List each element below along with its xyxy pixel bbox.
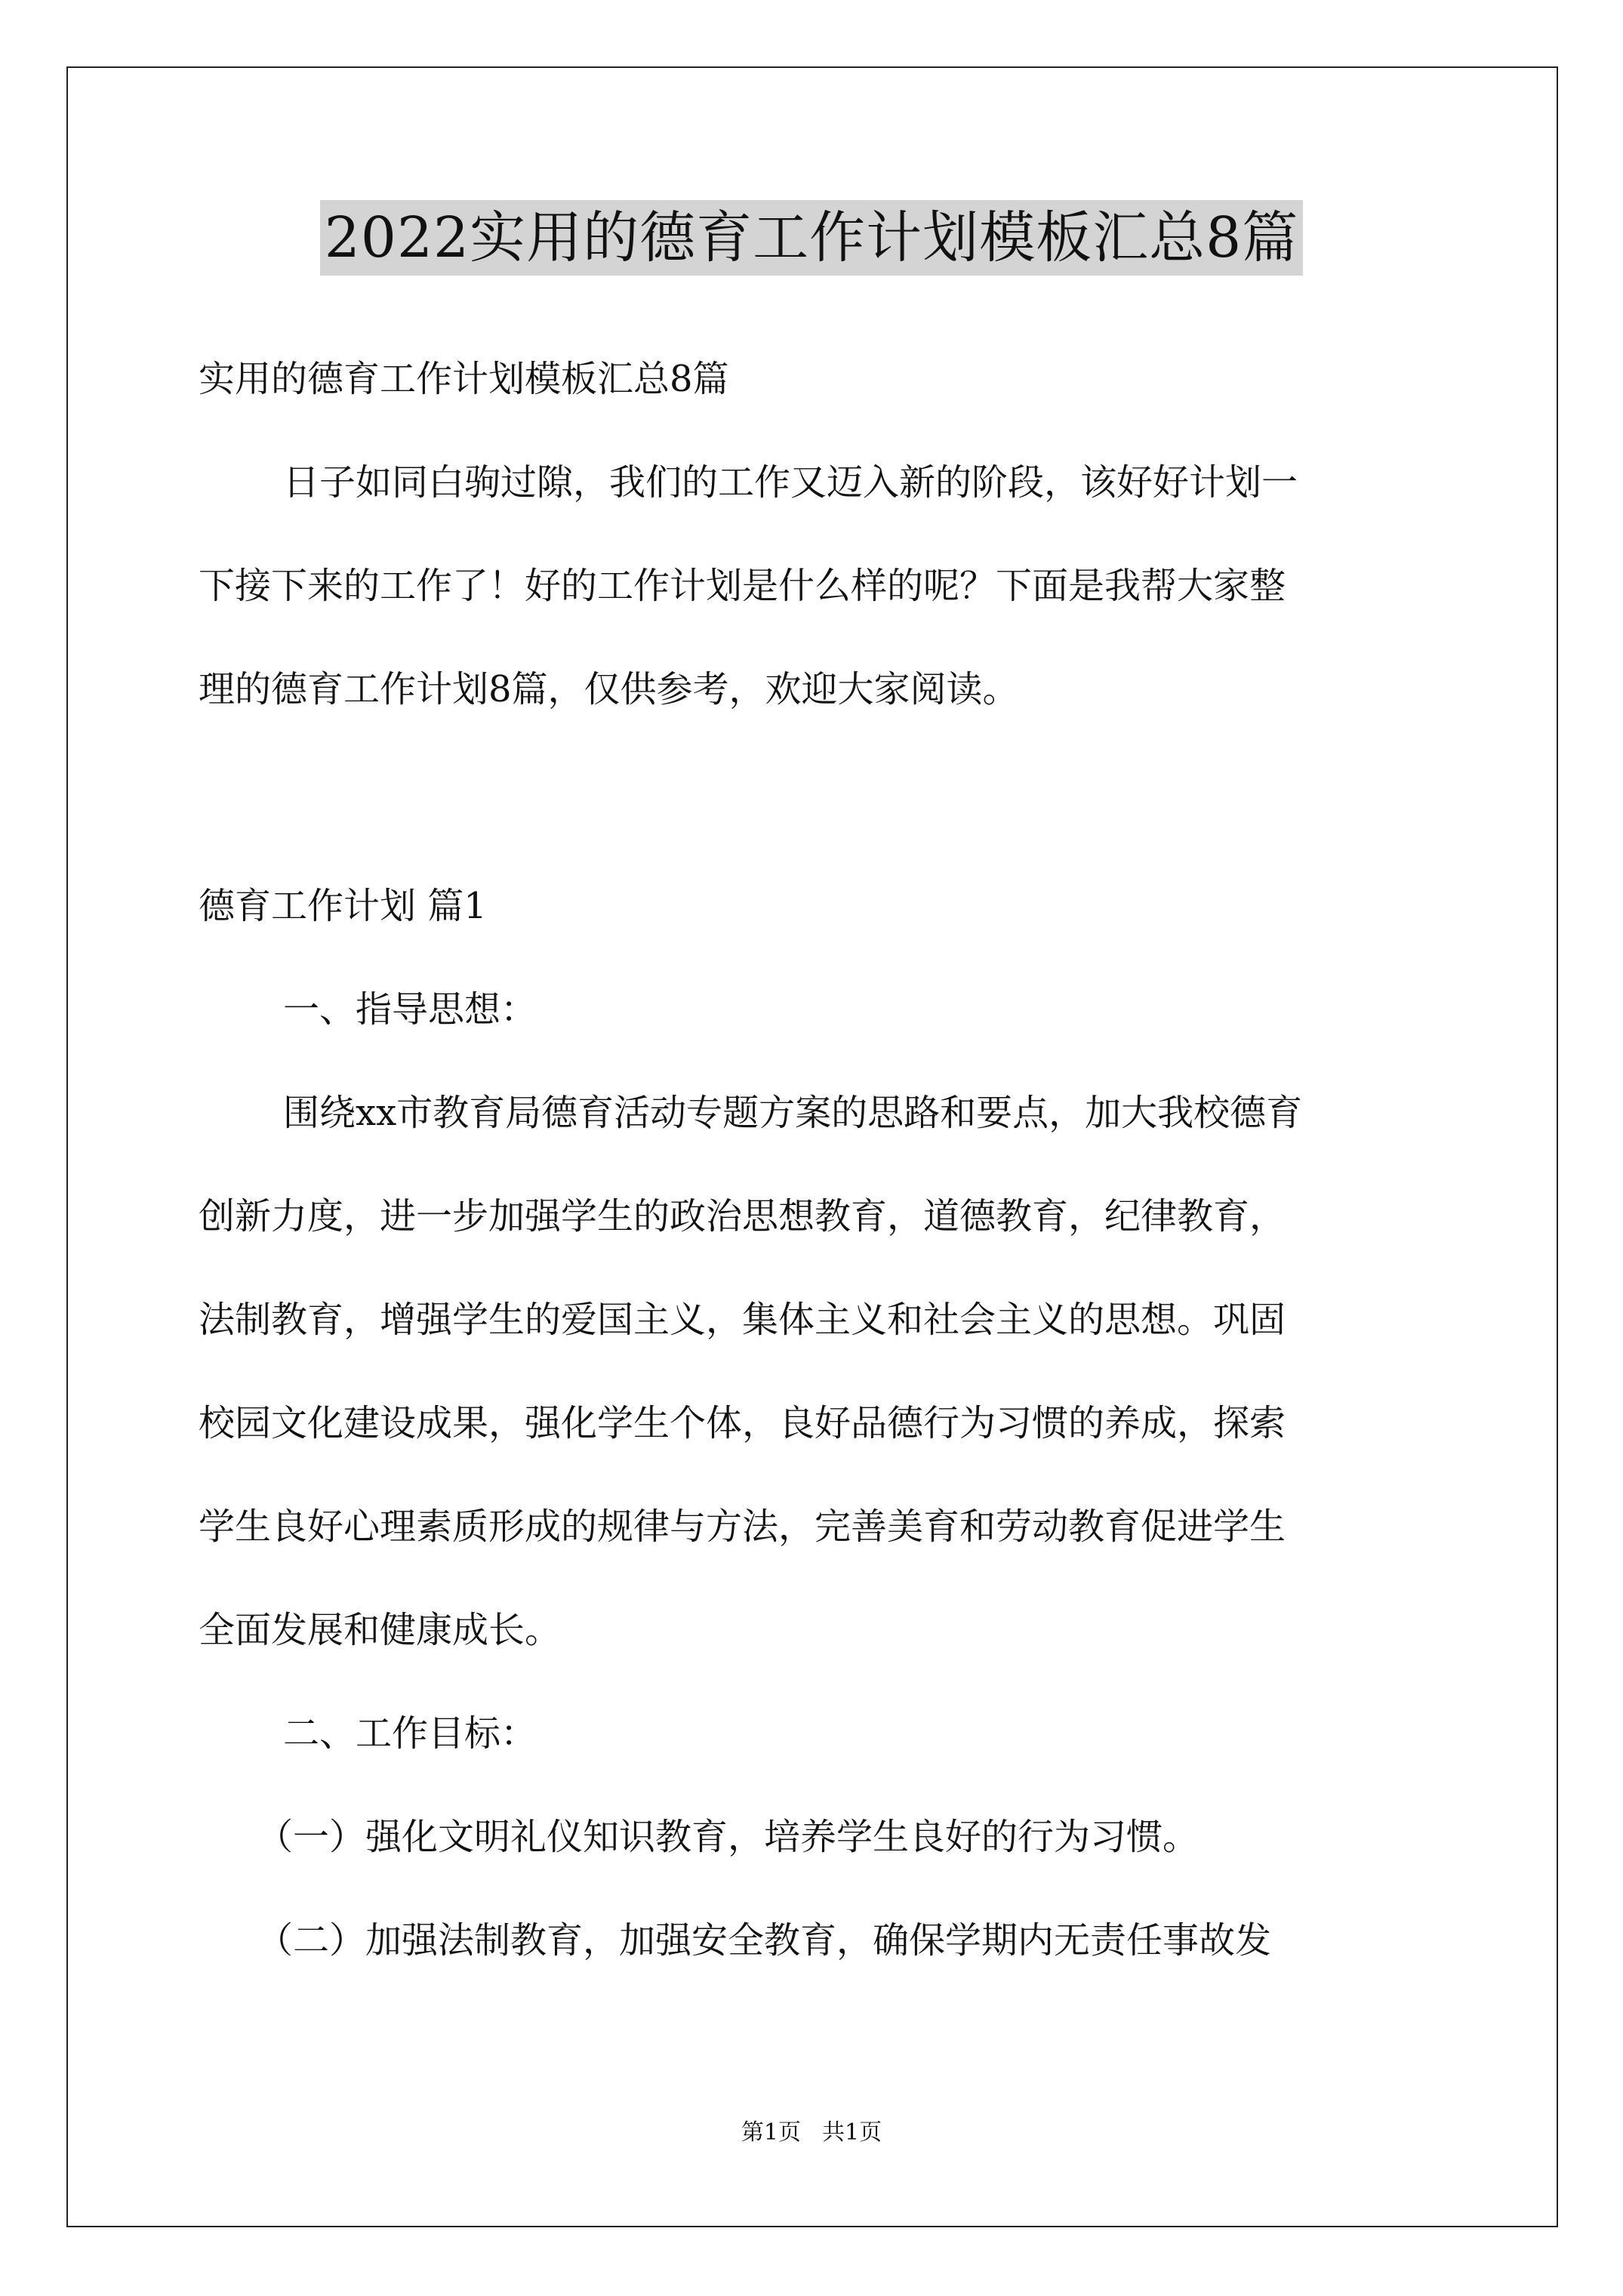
heading-guiding-ideology: 一、指导思想：	[283, 988, 537, 1031]
paragraph-line: 围绕xx市教育局德育活动专题方案的思路和要点，加大我校德育	[283, 1092, 1303, 1134]
goal-item: （一）强化文明礼仪知识教育，培养学生良好的行为习惯。	[257, 1816, 1200, 1858]
intro-line: 下接下来的工作了！好的工作计划是什么样的呢？下面是我帮大家整	[199, 565, 1286, 607]
paragraph-line: 校园文化建设成果，强化学生个体，良好品德行为习惯的养成，探索	[199, 1402, 1286, 1444]
paragraph-line: 学生良好心理素质形成的规律与方法，完善美育和劳动教育促进学生	[199, 1505, 1286, 1548]
paragraph-line: 全面发展和健康成长。	[199, 1609, 562, 1651]
page-total: 共1页	[822, 2119, 882, 2146]
intro-line: 理的德育工作计划8篇，仅供参考，欢迎大家阅读。	[199, 668, 1019, 710]
paragraph-line: 法制教育，增强学生的爱国主义，集体主义和社会主义的思想。巩固	[199, 1299, 1286, 1341]
section-heading: 德育工作计划 篇1	[199, 885, 487, 927]
paragraph-line: 创新力度，进一步加强学生的政治思想教育，道德教育，纪律教育，	[199, 1195, 1286, 1237]
document-title: 2022实用的德育工作计划模板汇总8篇	[320, 200, 1303, 276]
goal-item: （二）加强法制教育，加强安全教育，确保学期内无责任事故发	[257, 1919, 1272, 1962]
subtitle: 实用的德育工作计划模板汇总8篇	[199, 358, 729, 400]
page-footer	[0, 2118, 1623, 2148]
title-container	[0, 200, 1623, 276]
intro-line: 日子如同白驹过隙，我们的工作又迈入新的阶段，该好好计划一	[283, 461, 1298, 504]
heading-work-goals: 二、工作目标：	[283, 1712, 537, 1755]
page-number: 第1页	[741, 2119, 801, 2146]
